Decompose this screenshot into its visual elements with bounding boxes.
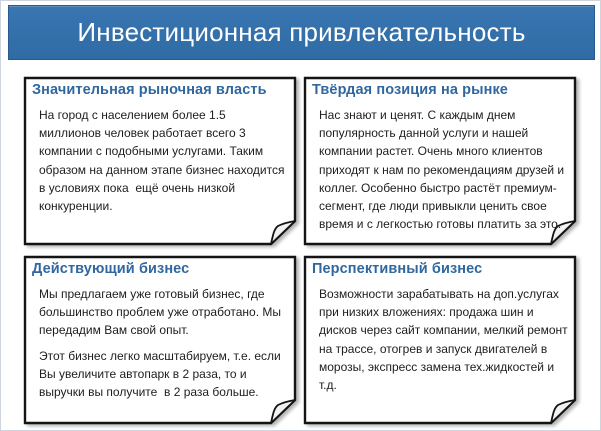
card-title: Действующий бизнес [32, 261, 190, 277]
card-paragraph: На город с населением более 1.5 миллионов человек работает всего 3 компании с подобными услугами. Таким образом на данном этапе бизнес находится в условиях пока ещё очень низкой конкуренции. [39, 108, 288, 214]
card-content [23, 76, 297, 246]
slide-header-banner [8, 5, 595, 60]
card-paragraph: Возможности зарабатывать на доп.услугах при низких вложениях: продажа шин и дисков через сайт компании, мелкий ремонт на трассе, отогрев и запуск двигателей в морозы, экспресс замена тех.жидкостей и т.д. [319, 287, 571, 393]
card-paragraph: Мы предлагаем уже готовый бизнес, где большинство проблем уже отработано. Мы передадим Вам свой опыт. [39, 287, 285, 338]
card-paragraph: Нас знают и ценят. С каждым днем популярность данной услуги и нашей компании растет. Очень много клиентов приходят к нам по рекомендациям друзей и коллег. Особенно быстро растёт премиум-сегмент, где люди привыкли ценить свое время и с легкостью готовы платить за это. [319, 108, 568, 232]
slide-title: Инвестиционная привлекательность [77, 17, 526, 47]
card-promising-business [303, 255, 577, 425]
card-paragraph: Этот бизнес легко масштабируем, т.е. если Вы увеличите автопарк в 2 раза, то и выручки вы получите в 2 раза больше. [39, 348, 285, 400]
card-title: Значительная рыночная власть [32, 82, 267, 98]
card-title: Твёрдая позиция на рынке [312, 82, 508, 98]
card-content [23, 255, 297, 425]
card-operating-business [23, 255, 297, 425]
card-firm-market-position [303, 76, 577, 246]
card-title: Перспективный бизнес [312, 261, 483, 277]
card-significant-market-power [23, 76, 297, 246]
card-content [303, 255, 577, 425]
card-content [303, 76, 577, 246]
